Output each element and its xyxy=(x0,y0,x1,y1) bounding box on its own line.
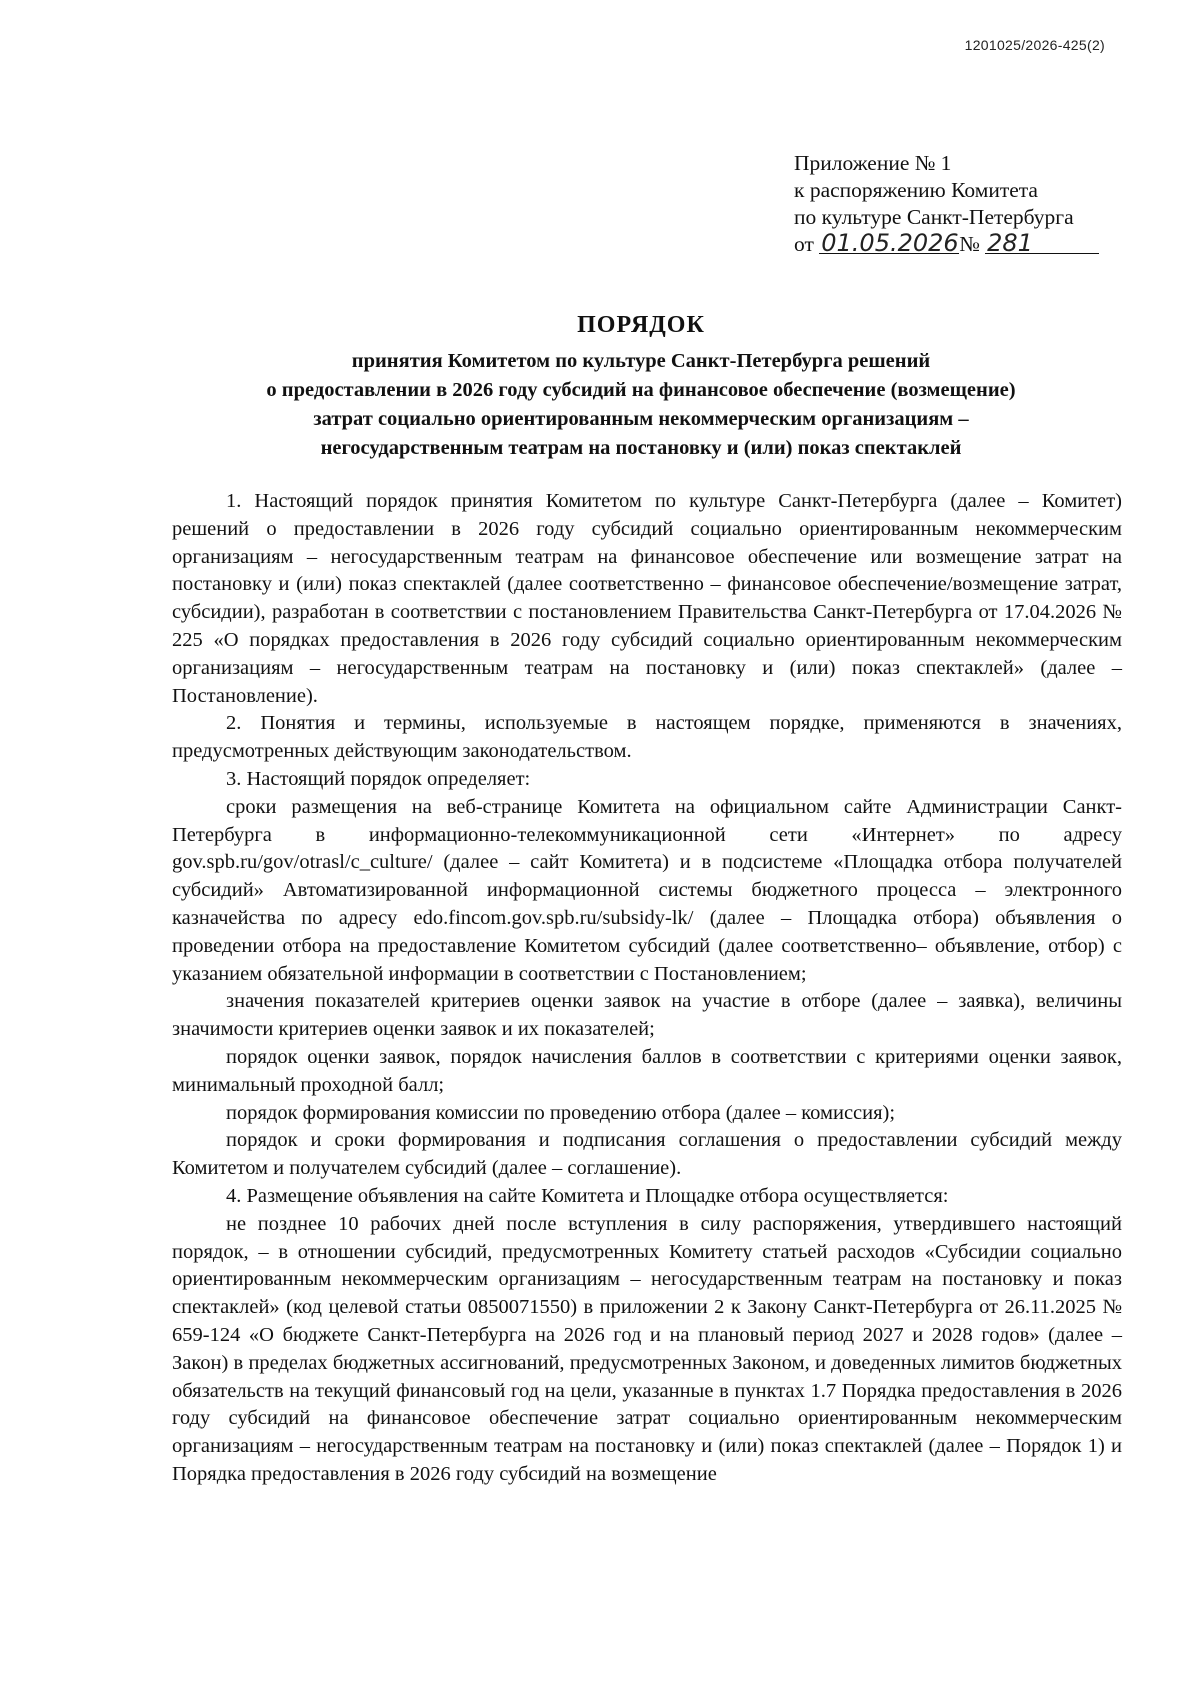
title-sub-line: о предоставлении в 2026 году субсидий на финансовое обеспечение (возмещение) xyxy=(266,379,1016,401)
handwritten-date: 01.05.2026 xyxy=(821,229,959,257)
paragraph-1: 1. Настоящий порядок принятия Комитетом по культуре Санкт-Петербурга (далее – Комитет) решений о предоставлении в 2026 году субсидий социально ориентированным некоммерческим организациям – негосударственным театрам на финансовое обеспечение или возмещение затрат на постановку и (или) показ спектаклей (далее соответственно – финансовое обеспечение/возмещение затрат, субсидии), разработан в соответствии с постановлением Правительства Санкт-Петербурга от 17.04.2026 № 225 «О порядках предоставления в 2026 году субсидий социально ориентированным некоммерческим организациям – негосударственным театрам на постановку и (или) показ спектаклей» (далее –Постановление). xyxy=(172,490,1122,707)
title-sub-line: негосударственным театрам на постановку и (или) показ спектаклей xyxy=(320,437,962,459)
handwritten-number: 281 xyxy=(985,231,1099,254)
paragraph-4-item: не позднее 10 рабочих дней после вступления в силу распоряжения, утвердившего настоящий порядок, – в отношении субсидий, предусмотренных Комитету статьей расходов «Субсидии социально ориентированным некоммерческим организациям – негосударственным театрам на постановку и показ спектаклей» (код целевой статьи 0850071550) в приложении 2 к Закону Санкт-Петербурга от 26.11.2025 № 659-124 «О бюджете Санкт-Петербурга на 2026 год и на плановый период 2027 и 2028 годов» (далее – Закон) в пределах бюджетных ассигнований, предусмотренных Законом, и доведенных лимитов бюджетных обязательств на текущий финансовый год на цели, указанные в пунктах 1.7 Порядка предоставления в 2026 году субсидий на финансовое обеспечение затрат социально ориентированным некоммерческим организациям – негосударственным театрам на постановку и (или) показ спектаклей (далее – Порядок 1) и Порядка предоставления в 2026 году субсидий на возмещение xyxy=(172,1212,1122,1485)
title-sub-line: принятия Комитетом по культуре Санкт-Петербурга решений xyxy=(351,350,931,372)
title-main: ПОРЯДОК xyxy=(577,312,705,338)
approval-line-2: к распоряжению Комитета xyxy=(794,178,1038,202)
approval-line-4 xyxy=(794,231,1099,258)
title-subtitle xyxy=(170,347,1112,463)
paragraph-3: 3. Настоящий порядок определяет: xyxy=(226,767,531,790)
paragraph-3-item: порядок формирования комиссии по проведению отбора (далее – комиссия); xyxy=(226,1101,896,1124)
paragraph-3-item: значения показателей критериев оценки заявок на участие в отборе (далее – заявка), величины значимости критериев оценки заявок и их показателей; xyxy=(172,990,1122,1041)
approval-block xyxy=(794,150,1099,258)
from-label: от xyxy=(794,232,814,256)
document-number: 1201025/2026-425(2) xyxy=(964,37,1105,53)
document-body xyxy=(172,488,1122,1489)
paragraph-2: 2. Понятия и термины, используемые в настоящем порядке, применяются в значениях, предусмотренных действующим законодательством. xyxy=(172,712,1122,763)
paragraph-3-item: порядок оценки заявок, порядок начисления баллов в соответствии с критериями оценки заявок, минимальный проходной балл; xyxy=(172,1045,1122,1096)
document-title xyxy=(170,312,1112,463)
title-sub-line: затрат социально ориентированным некоммерческим организациям – xyxy=(313,408,969,430)
approval-line-3: по культуре Санкт-Петербурга xyxy=(794,205,1074,229)
paragraph-4: 4. Размещение объявления на сайте Комитета и Площадке отбора осуществляется: xyxy=(226,1184,949,1207)
approval-line-1: Приложение № 1 xyxy=(794,151,952,175)
paragraph-3-item: порядок и сроки формирования и подписания соглашения о предоставлении субсидий между Комитетом и получателем субсидий (далее – соглашение). xyxy=(172,1129,1122,1180)
paragraph-3-item: сроки размещения на веб-странице Комитета на официальном сайте Администрации Санкт-Петербурга в информационно-телекоммуникационной сети «Интернет» по адресу gov.spb.ru/gov/otrasl/c_culture/ (далее – сайт Комитета) и в подсистеме «Площадка отбора получателей субсидий» Автоматизированной информационной системы бюджетного процесса – электронного казначейства по адресу edo.fincom.gov.spb.ru/subsidy-lk/ (далее – Площадка отбора) объявления о проведении отбора на предоставление Комитетом субсидий (далее соответственно– объявление, отбор) с указанием обязательной информации в соответствии с Постановлением; xyxy=(172,795,1122,985)
number-label: № xyxy=(959,232,980,256)
